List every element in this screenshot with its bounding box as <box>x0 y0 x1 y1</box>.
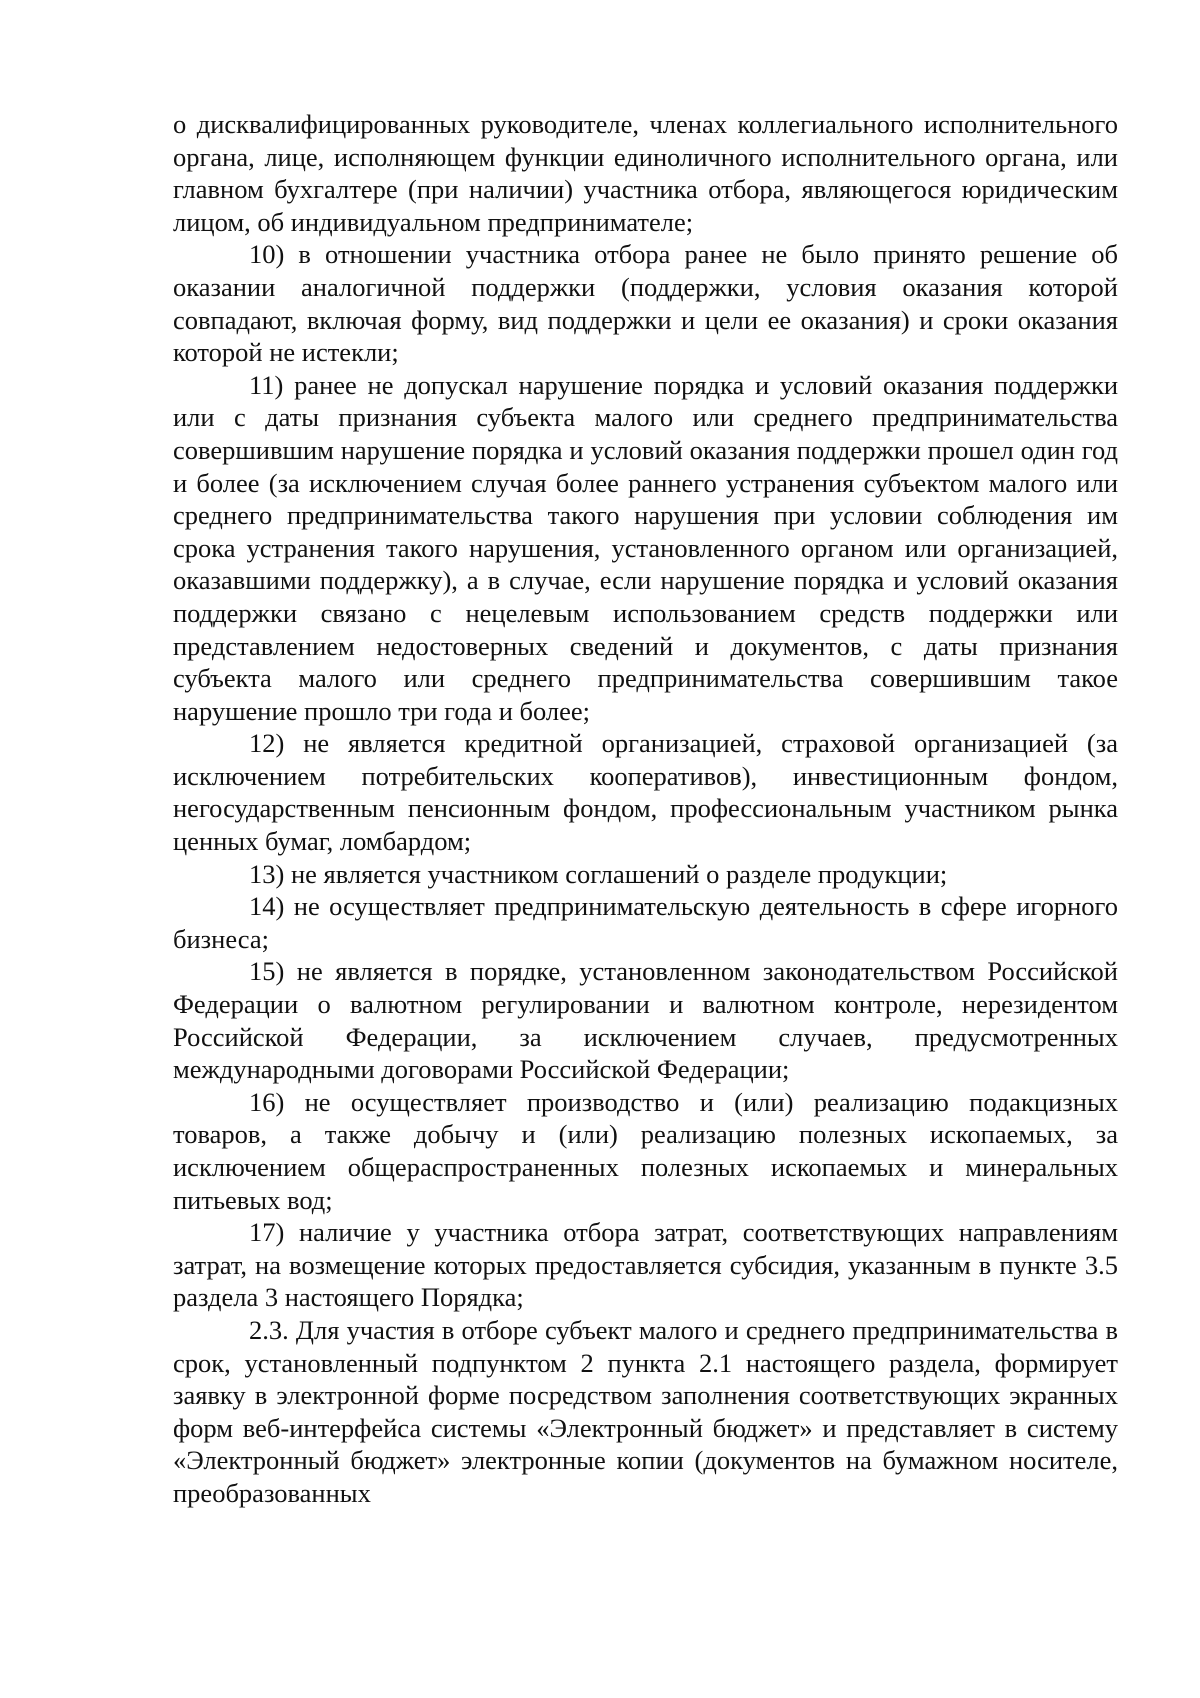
paragraph-item-15: 15) не является в порядке, установленном законодательством Российской Федерации о валютном регулировании и валютном контроле, нерезидентом Российской Федерации, за исключением случаев, предусмотренных международными договорами Российской Федерации; <box>173 956 1118 1085</box>
paragraph-section-2-3: 2.3. Для участия в отборе субъект малого и среднего предпринимательства в срок, установленный подпунктом 2 пункта 2.1 настоящего раздела, формирует заявку в электронной форме посредством заполнения соответствующих экранных форм веб-интерфейса системы «Электронный бюджет» и представляет в систему «Электронный бюджет» электронные копии (документов на бумажном носителе, преобразованных <box>173 1314 1118 1508</box>
paragraph-item-14: 14) не осуществляет предпринимательскую деятельность в сфере игорного бизнеса; <box>173 891 1118 954</box>
paragraph-item-11: 11) ранее не допускал нарушение порядка и условий оказания поддержки или с даты признания субъекта малого или среднего предпринимательства совершившим нарушение порядка и условий оказания поддержки прошел один год и более (за исключением случая более раннего устранения субъектом малого или среднего предпринимательства такого нарушения при условии соблюдения им срока устранения такого нарушения, установленного органом или организацией, оказавшими поддержку), а в случае, если нарушение порядка и условий оказания поддержки связано с нецелевым использованием средств поддержки или представлением недостоверных сведений и документов, с даты признания субъекта малого или среднего предпринимательства совершившим такое нарушение прошло три года и более; <box>173 369 1118 726</box>
paragraph-item-12: 12) не является кредитной организацией, страховой организацией (за исключением потребительских кооперативов), инвестиционным фондом, негосударственным пенсионным фондом, профессиональным участником рынка ценных бумаг, ломбардом; <box>173 728 1118 857</box>
document-page <box>173 108 1118 1510</box>
paragraph-item-13: 13) не является участником соглашений о разделе продукции; <box>249 858 948 889</box>
paragraph-item-16: 16) не осуществляет производство и (или) реализацию подакцизных товаров, а также добычу и (или) реализацию полезных ископаемых, за исключением общераспространенных полезных ископаемых и минеральных питьевых вод; <box>173 1086 1118 1215</box>
paragraph-item-10: 10) в отношении участника отбора ранее не было принято решение об оказании аналогичной поддержки (поддержки, условия оказания которой совпадают, включая форму, вид поддержки и цели ее оказания) и сроки оказания которой не истекли; <box>173 239 1118 368</box>
paragraph-item-17: 17) наличие у участника отбора затрат, соответствующих направлениям затрат, на возмещение которых предоставляется субсидия, указанным в пункте 3.5 раздела 3 настоящего Порядка; <box>173 1217 1118 1313</box>
paragraph-disqualified-persons: о дисквалифицированных руководителе, членах коллегиального исполнительного органа, лице, исполняющем функции единоличного исполнительного органа, или главном бухгалтере (при наличии) участника отбора, являющегося юридическим лицом, об индивидуальном предпринимателе; <box>173 109 1118 237</box>
